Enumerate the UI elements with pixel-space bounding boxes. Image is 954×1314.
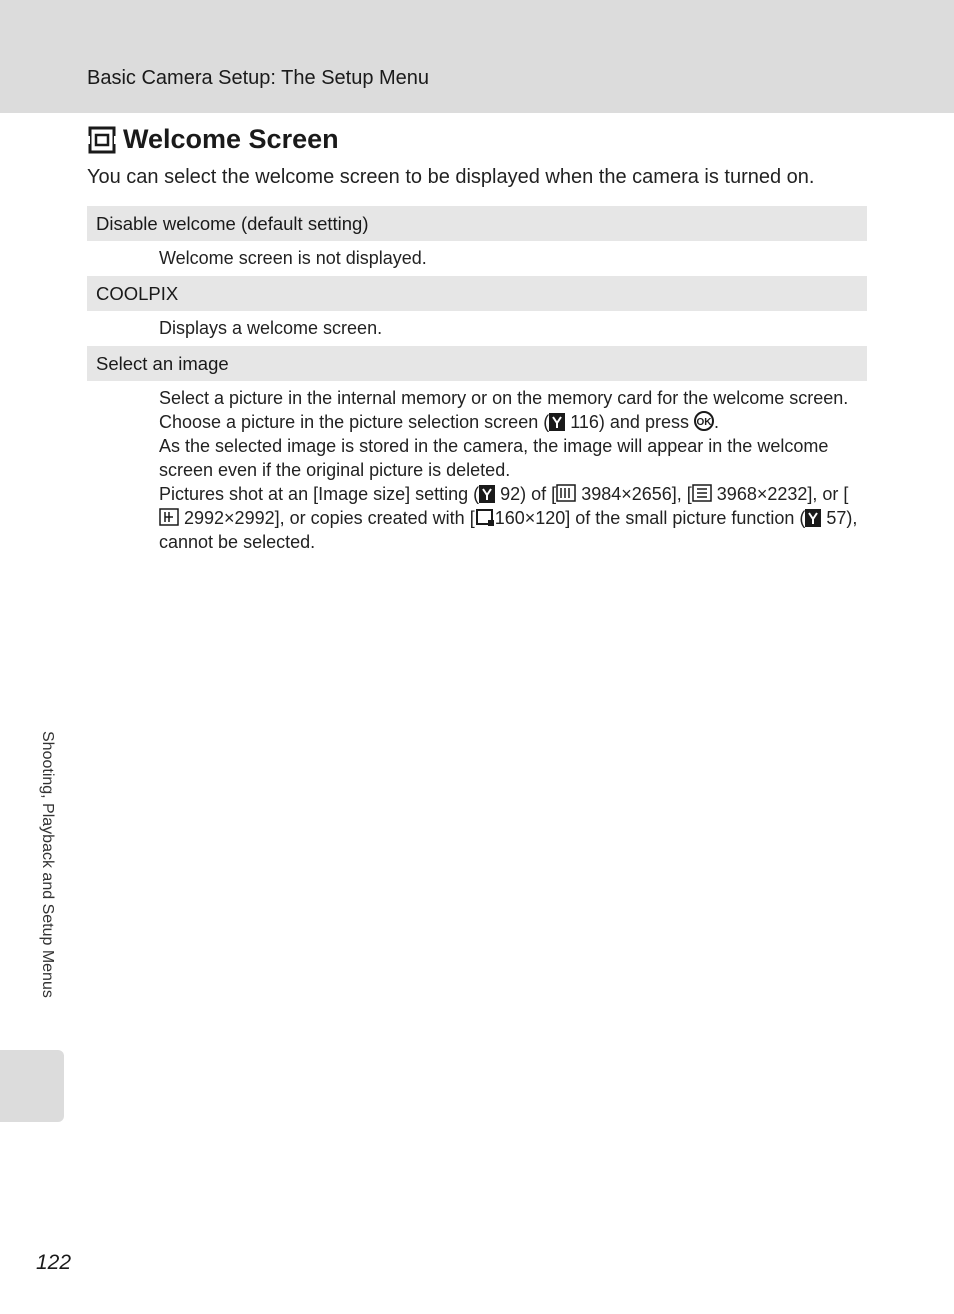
option-select-image: Select an image bbox=[87, 346, 867, 381]
page-reference-icon bbox=[805, 509, 821, 527]
select-image-paragraph-1: Select a picture in the internal memory or on the memory card for the welcome screen. Choose a picture in the picture selection screen ( 116) and press OK . bbox=[159, 388, 849, 432]
option-coolpix: COOLPIX bbox=[87, 276, 867, 311]
image-size-3-2-icon bbox=[556, 483, 576, 503]
section-side-label: Shooting, Playback and Setup Menus bbox=[39, 731, 56, 998]
image-size-1-1-icon bbox=[159, 507, 179, 527]
page-number: 122 bbox=[36, 1251, 72, 1274]
option-select-image-description bbox=[159, 386, 865, 554]
option-disable-welcome: Disable welcome (default setting) bbox=[87, 206, 867, 241]
header-band bbox=[0, 0, 954, 113]
select-image-paragraph-2: As the selected image is stored in the camera, the image will appear in the welcome screen even if the original picture is deleted. bbox=[159, 436, 829, 480]
page-reference-icon bbox=[479, 485, 495, 503]
intro-text: You can select the welcome screen to be displayed when the camera is turned on. bbox=[87, 166, 815, 188]
section-thumb-tab bbox=[0, 1050, 64, 1122]
page-title bbox=[87, 124, 339, 155]
page-reference-icon bbox=[549, 413, 565, 431]
image-size-16-9-icon bbox=[692, 483, 712, 503]
page-title-text: Welcome Screen bbox=[123, 124, 339, 154]
running-header: Basic Camera Setup: The Setup Menu bbox=[87, 67, 430, 89]
svg-text:OK: OK bbox=[696, 417, 712, 428]
ok-button-icon bbox=[694, 411, 714, 431]
select-image-paragraph-3: Pictures shot at an [Image size] setting ( 92) of [ 3984×2656], [ 3968×2232], or [ 2992×2992], or copies created with [ 160×120] of the small picture function ( 57), cannot be selected. bbox=[159, 484, 858, 552]
small-picture-icon bbox=[475, 507, 495, 527]
welcome-screen-icon bbox=[87, 125, 117, 155]
option-disable-welcome-description: Welcome screen is not displayed. bbox=[159, 248, 427, 268]
option-coolpix-description: Displays a welcome screen. bbox=[159, 318, 383, 338]
